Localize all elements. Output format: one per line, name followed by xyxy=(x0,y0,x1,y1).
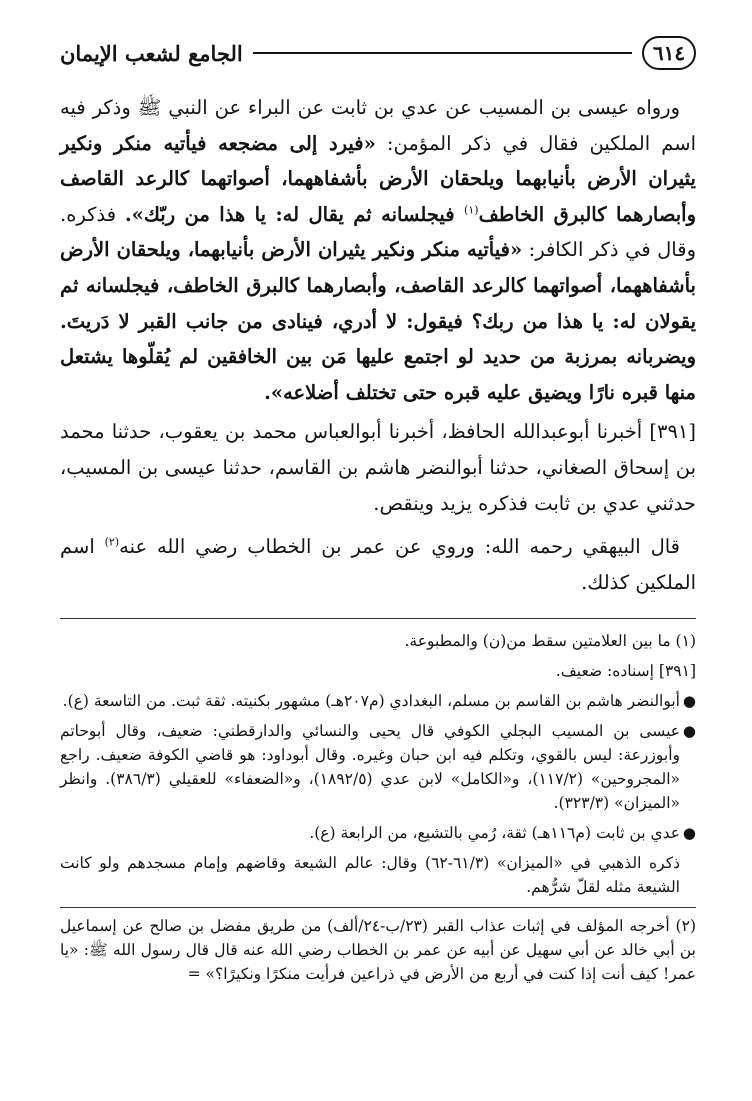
header-rule xyxy=(253,52,632,54)
text-segment: قال البيهقي رحمه الله: وروي عن عمر بن الخطاب رضي الله عنه xyxy=(119,535,681,559)
bullet-icon: ● xyxy=(682,824,696,843)
paragraph-hadith xyxy=(60,90,696,410)
text-segment: فذكره. وقال في ذكر الكافر: xyxy=(60,202,696,262)
book-title: الجامع لشعب الإيمان xyxy=(60,40,243,66)
text-segment: الملكين فقال في ذكر المؤمن: xyxy=(375,131,651,155)
hadith-quote: «فيرد إلى مضجعه فيأتيه منكر ونكير يثيران الأرض بأنيابهما ويلحقان الأرض بأشفاههما، أصواتهما كالرعد القاصف وأبصارهما كالبرق الخاطف xyxy=(60,131,696,226)
footnote-divider xyxy=(60,907,696,908)
footnote-1: (١) ما بين العلامتين سقط من(ن) والمطبوعة. xyxy=(404,632,696,651)
text-segment: اسم الملكين كذلك. xyxy=(60,535,696,594)
hadith-quote: فيجلسانه ثم يقال له: يا هذا من ربّك». xyxy=(124,202,465,226)
page-header xyxy=(60,30,696,76)
footnote-2: (٢) أخرجه المؤلف في إثبات عذاب القبر (٢٣/ب-٢٤/ألف) من طريق مفضل بن صالح عن إسماعيل بن أبي خالد عن أبي سهيل عن أبيه عن عمر بن الخطاب رضي الله عنه قال قال رسول الله ﷺ: «يا عمر! كيف أنت إذا كنت في أربع من الأرض في ذراعين فرأيت منكرًا ونكيرًا؟» = xyxy=(60,917,696,984)
dhahabi-note: ذكره الذهبي في «الميزان» (٦١/٣-٦٢) وقال: عالم الشيعة وقاضهم وإمام مسجدهم ولو كانت الشيعة مثله لقلّ شرُّهم. xyxy=(60,854,680,897)
footnotes xyxy=(60,629,696,986)
footnote-ref: (٢) xyxy=(104,535,120,549)
paragraph-bayhaqi xyxy=(60,529,696,600)
hadith-quote: «فيأتيه منكر ونكير يثيران الأرض بأنيابهما، ويلحقان الأرض بأشفاههما، أصواتهما كالرعد القاصف، وأبصارهما كالبرق الخاطف، فيجلسانه ثم يقولان له: يا هذا من ربك؟ فيقول: لا أدري، فينادى من جانب القبر لا دَريتَ. ويضربانه بمرزبة من حديد لو اجتمع عليها مَن بين الخافقين لم يُقلّوها يشتعل منها قبره نارًا ويضيق عليه قبره حتى تختلف أضلاعه». xyxy=(60,238,696,404)
narrator-list xyxy=(60,689,696,845)
bullet-icon: ● xyxy=(682,692,696,711)
narrator-item: ● عيسى بن المسيب البجلي الكوفي قال يحيى والنسائي والدارقطني: ضعيف، وقال أبوحاتم وأبوزرعة: ليس بالقوي، وتكلم فيه ابن حبان وغيره. وقال أبوداود: هو قاضي الكوفة ضعيف. راجع «المجروحين» (١١٧/٢)، و«الكامل» لابن عدي (١٨٩٢/٥)، و«الضعفاء» للعقيلي (٣٨٦/٣). وانظر «الميزان» (٣٢٣/٣). xyxy=(60,719,696,815)
main-text xyxy=(60,90,696,600)
narrator-item: ● أبوالنضر هاشم بن القاسم بن مسلم، البغدادي (م٢٠٧هـ) مشهور بكنيته. ثقة ثبت. من التاسعة (ع). xyxy=(60,689,696,713)
narrator-item: ● عدي بن ثابت (م١١٦هـ) ثقة، رُمي بالتشيع، من الرابعة (ع). xyxy=(60,821,696,845)
page-number: ٦١٤ xyxy=(642,36,696,70)
text-segment: ورواه عيسى بن المسيب عن عدي بن ثابت عن البراء عن النبي ﷺ وذكر فيه اسم xyxy=(60,96,696,155)
footnote-divider xyxy=(60,618,696,619)
bullet-icon: ● xyxy=(682,722,696,741)
isnad-grade: [٣٩١] إسناده: ضعيف. xyxy=(555,662,696,681)
paragraph-isnad: [٣٩١] أخبرنا أبوعبدالله الحافظ، أخبرنا أبوالعباس محمد بن يعقوب، حدثنا محمد بن إسحاق الصغاني، حدثنا أبوالنضر هاشم بن القاسم، حدثنا عيسى بن المسيب، حدثني عدي بن ثابت فذكره يزيد وينقص. xyxy=(60,420,696,515)
footnote-ref: (١) xyxy=(464,203,479,217)
